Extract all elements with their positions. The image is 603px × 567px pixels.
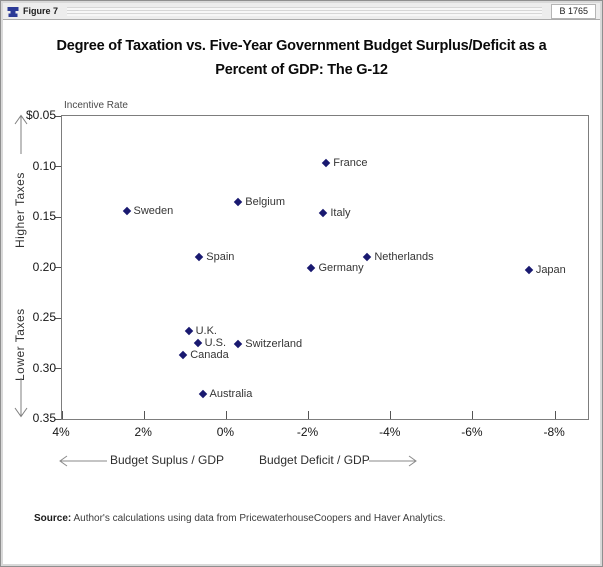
y-tick-label: 0.35 — [32, 411, 56, 425]
data-point-label: Italy — [330, 206, 351, 219]
doc-code-badge: B 1765 — [551, 4, 596, 19]
data-point-france — [322, 159, 330, 167]
data-point-label: Belgium — [245, 195, 286, 208]
data-point-label: U.K. — [195, 325, 217, 338]
x-axis-tick — [226, 411, 227, 419]
scatter-chart — [1, 1, 602, 566]
data-point-label: Netherlands — [374, 251, 434, 264]
x-tick-label: -4% — [379, 425, 401, 439]
x-tick-label: 4% — [52, 425, 70, 439]
data-point-label: Canada — [190, 349, 229, 362]
data-point-label: Spain — [206, 251, 235, 264]
y-tick-label: 0.10 — [32, 158, 56, 173]
surplus-direction-arrow-icon — [58, 455, 108, 467]
x-tick-label: -8% — [543, 425, 565, 439]
y-tick-label: 0.30 — [32, 360, 56, 375]
data-point-label: Australia — [209, 387, 253, 400]
x-tick-label: 0% — [216, 425, 235, 439]
data-point-spain — [195, 253, 203, 261]
data-point-label: France — [333, 157, 368, 170]
data-point-label: Germany — [318, 261, 364, 274]
data-point-belgium — [234, 198, 242, 206]
chart-title-line2: Percent of GDP: The G-12 — [215, 62, 388, 78]
y-tick-label: 0.15 — [32, 209, 56, 223]
data-point-japan — [525, 265, 533, 273]
x-tick-label: -6% — [461, 425, 483, 439]
chart-title-line1: Degree of Taxation vs. Five-Year Government Budget Surplus/Deficit as a — [56, 38, 547, 54]
x-tick-label: 2% — [134, 425, 152, 439]
higher-taxes-label: Higher Taxes — [13, 172, 27, 248]
data-point-netherlands — [363, 253, 371, 261]
data-point-label: Sweden — [133, 204, 174, 217]
x-axis-tick — [555, 411, 556, 419]
data-point-sweden — [122, 207, 130, 215]
surplus-axis-label: Budget Suplus / GDP — [110, 453, 225, 467]
lower-taxes-label: Lower Taxes — [13, 308, 27, 382]
y-tick-label: $0.05 — [25, 108, 56, 122]
figure-label: Figure 7 — [23, 6, 59, 16]
data-point-us — [193, 339, 201, 347]
x-axis-tick — [144, 411, 145, 419]
source-prefix: Source: — [34, 513, 72, 524]
y-tick-label: 0.20 — [32, 259, 56, 274]
x-tick-label: -2% — [296, 425, 319, 439]
data-point-label: Japan — [535, 263, 566, 276]
data-point-australia — [198, 390, 206, 398]
deficit-direction-arrow-icon — [368, 455, 418, 467]
x-axis-tick — [62, 411, 63, 419]
source-note — [34, 513, 446, 524]
plot-area — [61, 115, 589, 420]
data-point-uk — [184, 327, 192, 335]
data-point-switzerland — [234, 340, 242, 348]
data-point-italy — [319, 209, 327, 217]
deficit-axis-label: Budget Deficit / GDP — [259, 453, 370, 467]
data-point-canada — [179, 351, 187, 359]
x-axis-tick — [390, 411, 391, 419]
source-text: Author's calculations using data from PricewaterhouseCoopers and Haver Analytics. — [71, 513, 446, 524]
data-point-label: U.S. — [204, 337, 227, 350]
data-point-label: Switzerland — [245, 338, 303, 351]
data-point-germany — [307, 263, 315, 271]
x-axis-tick — [308, 411, 309, 419]
x-axis-tick — [472, 411, 473, 419]
y-tick-label: 0.25 — [32, 310, 56, 324]
y-axis-title: Incentive Rate — [64, 100, 128, 111]
